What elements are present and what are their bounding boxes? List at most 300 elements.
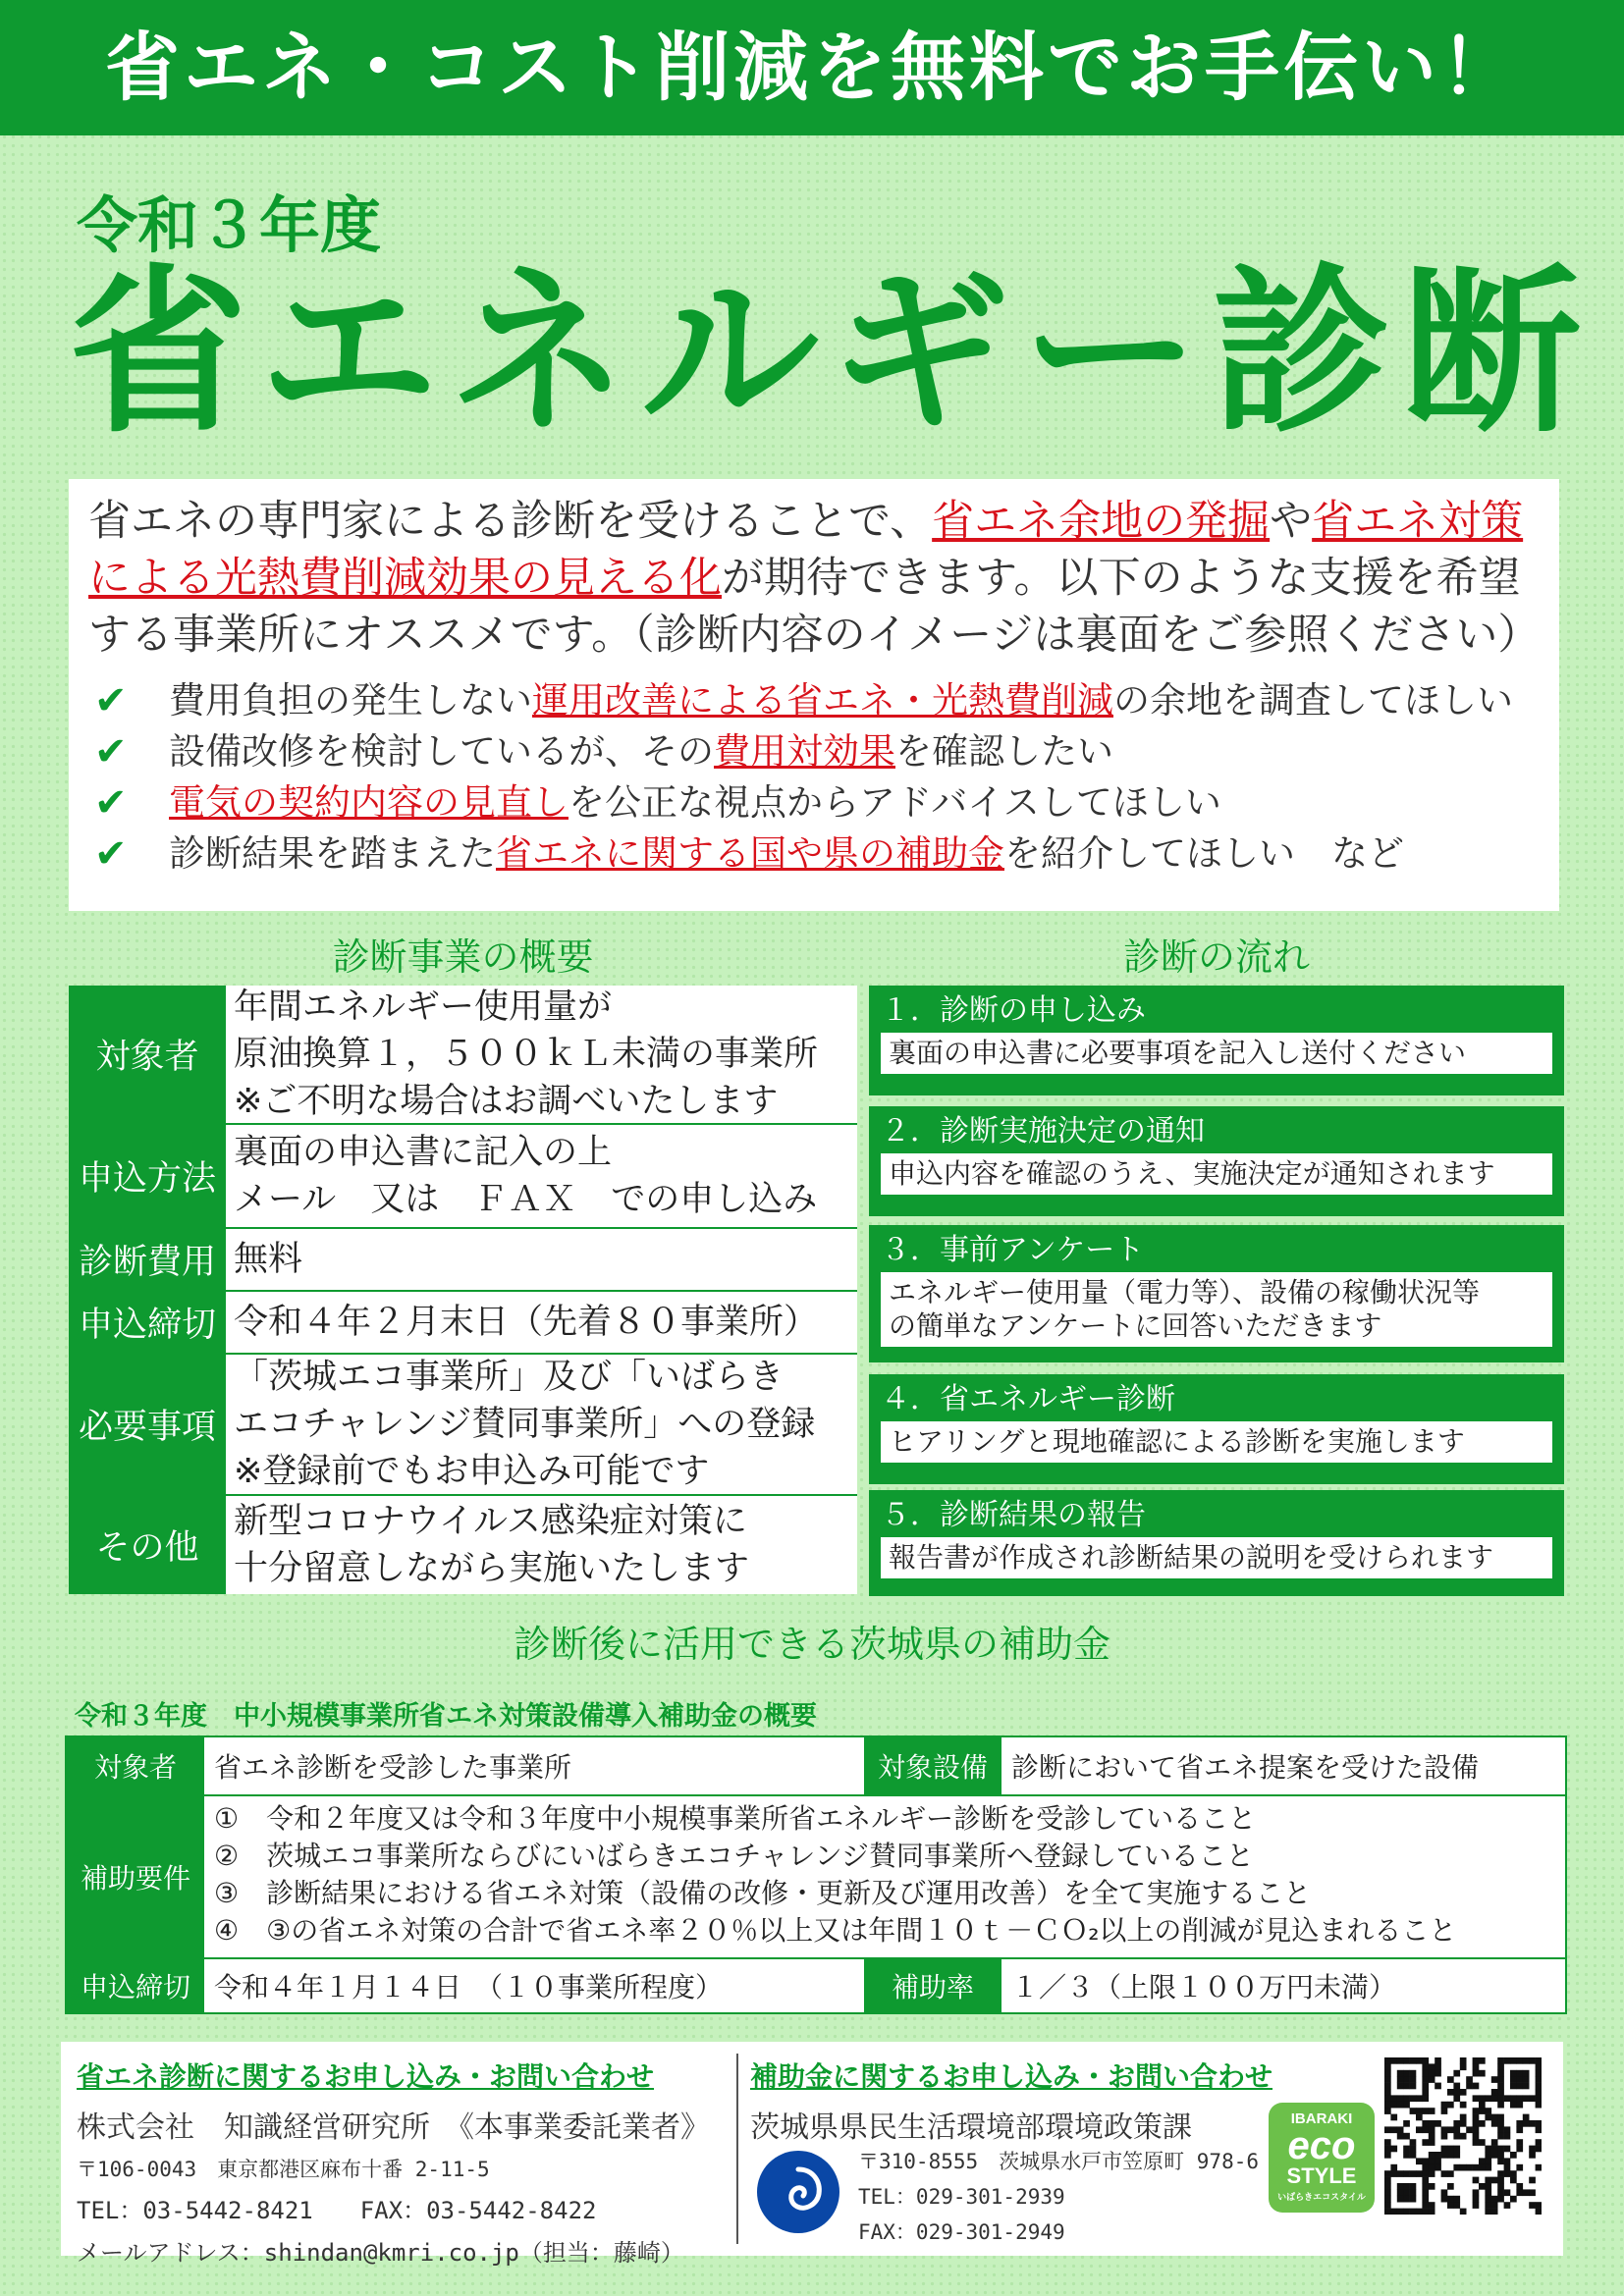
qr-module xyxy=(1403,2102,1410,2109)
qr-module xyxy=(1441,2189,1448,2196)
qr-module xyxy=(1384,2076,1391,2083)
qr-module xyxy=(1416,2209,1423,2215)
qr-module xyxy=(1485,2158,1491,2164)
qr-module xyxy=(1422,2164,1429,2171)
qr-module xyxy=(1453,2196,1460,2203)
qr-module xyxy=(1473,2070,1480,2077)
qr-module xyxy=(1397,2126,1404,2133)
qr-module xyxy=(1410,2196,1417,2203)
flow-step-desc xyxy=(881,1421,1552,1463)
value-line: 年間エネルギー使用量が xyxy=(234,988,613,1027)
qr-module xyxy=(1410,2189,1417,2196)
subsidy-value: 診断において省エネ提案を受けた設備 xyxy=(1011,1751,1480,1784)
qr-module xyxy=(1416,2158,1423,2164)
checklist xyxy=(88,675,1551,880)
qr-module xyxy=(1510,2057,1517,2064)
qr-module xyxy=(1397,2209,1404,2215)
qr-module xyxy=(1510,2177,1517,2184)
qr-module xyxy=(1516,2083,1523,2090)
qr-module xyxy=(1536,2209,1542,2215)
year-label: 令和３年度 xyxy=(77,189,382,261)
qr-module xyxy=(1536,2126,1542,2133)
check-highlight: 運用改善による省エネ・光熱費削減 xyxy=(532,679,1113,721)
qr-module xyxy=(1453,2152,1460,2159)
qr-module xyxy=(1497,2183,1504,2190)
value-line: ※登録前でもお申込み可能です xyxy=(234,1452,710,1491)
qr-module xyxy=(1447,2196,1454,2203)
qr-module xyxy=(1497,2126,1504,2133)
overview-value xyxy=(226,986,857,1123)
qr-module xyxy=(1529,2152,1536,2159)
qr-module xyxy=(1523,2070,1530,2077)
check-highlight: 省エネに関する国や県の補助金 xyxy=(496,832,1004,875)
qr-module xyxy=(1504,2095,1511,2102)
value-line: エコチャレンジ賛同事業所」への登録 xyxy=(234,1405,816,1444)
qr-module xyxy=(1504,2202,1511,2209)
qr-module xyxy=(1429,2063,1435,2070)
qr-module xyxy=(1422,2189,1429,2196)
check-text: 費用負担の発生しない xyxy=(169,679,532,721)
qr-module xyxy=(1422,2177,1429,2184)
qr-module xyxy=(1390,2095,1397,2102)
qr-module xyxy=(1479,2070,1486,2077)
qr-module xyxy=(1473,2063,1480,2070)
qr-module xyxy=(1429,2158,1435,2164)
qr-module xyxy=(1497,2102,1504,2109)
qr-module xyxy=(1491,2089,1498,2096)
qr-module xyxy=(1466,2164,1473,2171)
overview-row xyxy=(69,1496,857,1594)
qr-module xyxy=(1453,2089,1460,2096)
subsidy-requirements xyxy=(204,1796,1565,1957)
requirement-item: ③ 診断結果における省エネ対策（設備の改修・更新及び運用改善）を全て実施すること xyxy=(214,1877,1312,1909)
qr-module xyxy=(1422,2120,1429,2127)
contact-heading: 補助金に関するお申し込み・お問い合わせ xyxy=(750,2060,1273,2093)
qr-module xyxy=(1460,2120,1467,2127)
flow-step xyxy=(869,1225,1564,1362)
qr-module xyxy=(1516,2126,1523,2133)
value-line: 無料 xyxy=(234,1240,303,1279)
subsidy-label: 申込締切 xyxy=(67,1959,204,2012)
qr-module xyxy=(1422,2089,1429,2096)
contact-heading: 省エネ診断に関するお申し込み・お問い合わせ xyxy=(77,2060,655,2093)
qr-module xyxy=(1479,2164,1486,2171)
qr-module xyxy=(1491,2196,1498,2203)
flow-step-title: ４．省エネルギー診断 xyxy=(881,1382,1175,1416)
qr-module xyxy=(1497,2133,1504,2140)
flow-step-desc xyxy=(881,1537,1552,1578)
check-highlight: 費用対効果 xyxy=(714,730,895,773)
check-icon: ✔ xyxy=(94,780,128,826)
qr-module xyxy=(1422,2196,1429,2203)
check-text: を公正な視点からアドバイスしてほしい xyxy=(568,781,1221,824)
qr-module xyxy=(1397,2196,1404,2203)
flow-step-desc xyxy=(881,1033,1552,1074)
flow-step xyxy=(869,1106,1564,1216)
qr-module xyxy=(1435,2083,1441,2090)
qr-module xyxy=(1491,2114,1498,2121)
qr-module xyxy=(1466,2083,1473,2090)
top-banner xyxy=(0,0,1624,135)
qr-module xyxy=(1497,2114,1504,2121)
qr-module xyxy=(1435,2120,1441,2127)
qr-module xyxy=(1529,2057,1536,2064)
subsidy-label: 対象設備 xyxy=(864,1737,1001,1794)
qr-module xyxy=(1485,2164,1491,2171)
contact-email: メールアドレス：shindan@kmri.co.jp（担当：藤崎） xyxy=(77,2239,684,2267)
qr-module xyxy=(1497,2063,1504,2070)
qr-module xyxy=(1485,2202,1491,2209)
qr-module xyxy=(1516,2146,1523,2153)
qr-module xyxy=(1384,2139,1391,2146)
qr-module xyxy=(1410,2152,1417,2159)
qr-module xyxy=(1429,2126,1435,2133)
contact-left xyxy=(77,2056,784,2268)
qr-module xyxy=(1510,2076,1517,2083)
qr-module xyxy=(1497,2189,1504,2196)
qr-module xyxy=(1473,2139,1480,2146)
qr-module xyxy=(1429,2183,1435,2190)
check-icon: ✔ xyxy=(94,831,128,877)
qr-module xyxy=(1429,2209,1435,2215)
qr-module xyxy=(1441,2196,1448,2203)
qr-module xyxy=(1497,2057,1504,2064)
qr-module xyxy=(1384,2057,1391,2064)
qr-module xyxy=(1479,2139,1486,2146)
check-text: 設備改修を検討しているが、その xyxy=(169,730,714,773)
qr-module xyxy=(1453,2095,1460,2102)
qr-module xyxy=(1536,2063,1542,2070)
qr-module xyxy=(1497,2083,1504,2090)
main-title: 省エネルギー診断 xyxy=(69,248,1593,456)
qr-module xyxy=(1529,2177,1536,2184)
qr-module xyxy=(1435,2057,1441,2064)
logo-text: STYLE xyxy=(1286,2163,1357,2188)
qr-module xyxy=(1390,2114,1397,2121)
requirement-item: ④ ③の省エネ対策の合計で省エネ率２０％以上又は年間１０ｔ－ＣＯ₂以上の削減が見込まれること xyxy=(214,1914,1457,1947)
qr-module xyxy=(1497,2076,1504,2083)
value-line: メール 又は ＦＡＸ での申し込み xyxy=(234,1180,818,1219)
qr-module xyxy=(1491,2177,1498,2184)
overview-label: 診断費用 xyxy=(69,1229,226,1290)
qr-module xyxy=(1529,2120,1536,2127)
qr-module xyxy=(1516,2102,1523,2109)
check-text: を確認したい xyxy=(895,730,1113,773)
qr-module xyxy=(1473,2177,1480,2184)
qr-module xyxy=(1390,2126,1397,2133)
qr-module xyxy=(1529,2202,1536,2209)
qr-module xyxy=(1497,2170,1504,2177)
qr-module xyxy=(1403,2209,1410,2215)
qr-module xyxy=(1479,2102,1486,2109)
qr-module xyxy=(1422,2202,1429,2209)
qr-module xyxy=(1510,2196,1517,2203)
qr-module xyxy=(1473,2189,1480,2196)
qr-module xyxy=(1410,2170,1417,2177)
flow-step-title: １．診断の申し込み xyxy=(881,993,1146,1028)
qr-module xyxy=(1497,2158,1504,2164)
qr-module xyxy=(1384,2070,1391,2077)
qr-module xyxy=(1491,2202,1498,2209)
qr-module xyxy=(1384,2063,1391,2070)
qr-module xyxy=(1510,2070,1517,2077)
overview-table xyxy=(69,986,857,1594)
qr-module xyxy=(1410,2070,1417,2077)
subsidy-row xyxy=(67,1737,1565,1796)
subsidy-caption: 令和３年度 中小規模事業所省エネ対策設備導入補助金の概要 xyxy=(75,1701,817,1732)
qr-module xyxy=(1497,2095,1504,2102)
flow-step-title: ２．診断実施決定の通知 xyxy=(881,1114,1205,1148)
qr-module xyxy=(1441,2108,1448,2114)
qr-module xyxy=(1453,2120,1460,2127)
requirement-item: ① 令和２年度又は令和３年度中小規模事業所省エネルギー診断を受診していること xyxy=(214,1802,1257,1835)
qr-module xyxy=(1491,2139,1498,2146)
contact-phone: TEL：03-5442-8421 FAX：03-5442-8422 xyxy=(77,2197,597,2224)
qr-module xyxy=(1536,2057,1542,2064)
qr-module xyxy=(1536,2164,1542,2171)
qr-module xyxy=(1416,2114,1423,2121)
qr-module xyxy=(1536,2139,1542,2146)
qr-module xyxy=(1403,2070,1410,2077)
qr-module xyxy=(1384,2209,1391,2215)
qr-module xyxy=(1453,2083,1460,2090)
qr-module xyxy=(1529,2189,1536,2196)
qr-module xyxy=(1516,2139,1523,2146)
qr-module xyxy=(1453,2164,1460,2171)
check-icon: ✔ xyxy=(94,678,128,723)
check-item xyxy=(88,726,1551,777)
qr-module xyxy=(1523,2083,1530,2090)
intro-highlight: 省エネ対策による光熱費削減効果の見える化 xyxy=(88,497,1524,603)
qr-module xyxy=(1422,2057,1429,2064)
qr-module xyxy=(1429,2164,1435,2171)
qr-module xyxy=(1403,2057,1410,2064)
qr-module xyxy=(1473,2126,1480,2133)
qr-module xyxy=(1410,2209,1417,2215)
qr-module xyxy=(1447,2102,1454,2109)
qr-module xyxy=(1403,2196,1410,2203)
qr-module xyxy=(1403,2083,1410,2090)
flow-step-title: ５．診断結果の報告 xyxy=(881,1498,1146,1532)
qr-module xyxy=(1422,2076,1429,2083)
qr-module xyxy=(1416,2126,1423,2133)
qr-module xyxy=(1416,2170,1423,2177)
qr-module xyxy=(1516,2095,1523,2102)
qr-module xyxy=(1447,2089,1454,2096)
qr-module xyxy=(1504,2057,1511,2064)
contact-org: 茨城県県民生活環境部環境政策課 xyxy=(750,2110,1192,2145)
qr-module xyxy=(1384,2196,1391,2203)
qr-module xyxy=(1485,2108,1491,2114)
qr-module xyxy=(1466,2126,1473,2133)
subsidy-row xyxy=(67,1796,1565,1959)
qr-module xyxy=(1479,2158,1486,2164)
qr-module xyxy=(1479,2057,1486,2064)
qr-module xyxy=(1479,2108,1486,2114)
qr-module xyxy=(1466,2076,1473,2083)
qr-module xyxy=(1516,2183,1523,2190)
qr-module xyxy=(1403,2189,1410,2196)
qr-module xyxy=(1403,2152,1410,2159)
contact-divider xyxy=(736,2054,738,2244)
qr-module xyxy=(1422,2070,1429,2077)
qr-module xyxy=(1441,2133,1448,2140)
overview-row xyxy=(69,1355,857,1496)
desc-line: ヒアリングと現地確認による診断を実施します xyxy=(889,1425,1465,1458)
qr-module xyxy=(1473,2120,1480,2127)
qr-module xyxy=(1397,2076,1404,2083)
qr-module xyxy=(1384,2089,1391,2096)
eco-style-logo xyxy=(1269,2103,1375,2213)
value-line: 裏面の申込書に記入の上 xyxy=(234,1133,613,1172)
qr-module xyxy=(1536,2095,1542,2102)
qr-module xyxy=(1410,2095,1417,2102)
qr-module xyxy=(1429,2152,1435,2159)
qr-module xyxy=(1453,2146,1460,2153)
qr-module xyxy=(1410,2108,1417,2114)
qr-module xyxy=(1429,2202,1435,2209)
qr-module xyxy=(1429,2070,1435,2077)
qr-module xyxy=(1384,2152,1391,2159)
qr-module xyxy=(1497,2152,1504,2159)
check-item xyxy=(88,675,1551,726)
qr-module xyxy=(1479,2183,1486,2190)
qr-module xyxy=(1384,2102,1391,2109)
qr-module xyxy=(1529,2095,1536,2102)
qr-module xyxy=(1497,2070,1504,2077)
overview-row xyxy=(69,1229,857,1292)
qr-module xyxy=(1397,2095,1404,2102)
qr-module xyxy=(1397,2189,1404,2196)
flow-step xyxy=(869,986,1564,1095)
qr-module xyxy=(1447,2170,1454,2177)
contact-fax: FAX：029-301-2949 xyxy=(858,2220,1065,2244)
qr-module xyxy=(1473,2164,1480,2171)
qr-module xyxy=(1460,2133,1467,2140)
qr-module xyxy=(1523,2076,1530,2083)
qr-module xyxy=(1422,2183,1429,2190)
subsidy-label: 補助率 xyxy=(864,1959,1001,2012)
qr-module xyxy=(1403,2076,1410,2083)
check-text: 診断結果を踏まえた xyxy=(169,832,496,875)
qr-module xyxy=(1460,2089,1467,2096)
qr-module xyxy=(1429,2108,1435,2114)
qr-module xyxy=(1422,2063,1429,2070)
qr-module xyxy=(1523,2120,1530,2127)
qr-module xyxy=(1384,2095,1391,2102)
qr-module xyxy=(1485,2114,1491,2121)
qr-module xyxy=(1460,2164,1467,2171)
value-line: 原油換算１，５００ｋＬ未満の事業所 xyxy=(234,1035,819,1074)
qr-module xyxy=(1491,2095,1498,2102)
qr-module xyxy=(1384,2083,1391,2090)
contact-address: 〒310-8555 茨城県水戸市笠原町 978-6 xyxy=(858,2150,1260,2173)
qr-module xyxy=(1491,2146,1498,2153)
qr-module xyxy=(1397,2133,1404,2140)
qr-module xyxy=(1485,2146,1491,2153)
qr-module xyxy=(1460,2102,1467,2109)
qr-module xyxy=(1536,2089,1542,2096)
check-highlight: 電気の契約内容の見直し xyxy=(169,781,568,824)
qr-module xyxy=(1447,2126,1454,2133)
qr-module xyxy=(1510,2102,1517,2109)
qr-module xyxy=(1453,2070,1460,2077)
qr-module xyxy=(1390,2057,1397,2064)
qr-module xyxy=(1397,2057,1404,2064)
intro-box xyxy=(69,479,1559,911)
qr-module xyxy=(1403,2146,1410,2153)
qr-module xyxy=(1447,2202,1454,2209)
qr-module xyxy=(1516,2189,1523,2196)
qr-module xyxy=(1416,2095,1423,2102)
value-line: 新型コロナウイルス感染症対策に xyxy=(234,1502,747,1541)
qr-module xyxy=(1479,2095,1486,2102)
qr-module xyxy=(1485,2209,1491,2215)
qr-module xyxy=(1536,2146,1542,2153)
qr-module xyxy=(1441,2102,1448,2109)
intro-text xyxy=(88,493,1542,664)
qr-module xyxy=(1429,2139,1435,2146)
qr-module xyxy=(1447,2146,1454,2153)
qr-module xyxy=(1453,2202,1460,2209)
qr-module xyxy=(1422,2170,1429,2177)
intro-highlight: 省エネ余地の発掘 xyxy=(932,497,1271,546)
value-line: 十分留意しながら実施いたします xyxy=(234,1549,750,1588)
qr-module xyxy=(1416,2057,1423,2064)
contact-right-details xyxy=(858,2146,1259,2246)
value-line: 令和４年２月末日（先着８０事業所） xyxy=(234,1303,819,1342)
overview-title: 診断事業の概要 xyxy=(332,935,594,979)
overview-label: その他 xyxy=(69,1496,226,1594)
qr-module xyxy=(1410,2057,1417,2064)
qr-module xyxy=(1516,2057,1523,2064)
overview-value xyxy=(226,1496,857,1594)
qr-module xyxy=(1429,2170,1435,2177)
desc-line: 裏面の申込書に必要事項を記入し送付ください xyxy=(889,1037,1467,1069)
qr-module xyxy=(1384,2189,1391,2196)
check-text: を紹介してほしい など xyxy=(1004,832,1404,875)
qr-module xyxy=(1397,2170,1404,2177)
requirement-item: ② 茨城エコ事業所ならびにいばらきエコチャレンジ賛同事業所へ登録していること xyxy=(214,1840,1254,1872)
qr-code-icon[interactable] xyxy=(1384,2057,1542,2215)
qr-module xyxy=(1410,2139,1417,2146)
flow-title: 診断の流れ xyxy=(1122,935,1310,979)
flow-step xyxy=(869,1490,1564,1596)
prefecture-emblem-icon xyxy=(756,2150,840,2234)
qr-module xyxy=(1460,2063,1467,2070)
qr-module xyxy=(1384,2183,1391,2190)
contact-right xyxy=(750,2056,1300,2146)
qr-module xyxy=(1516,2164,1523,2171)
qr-module xyxy=(1485,2189,1491,2196)
qr-module xyxy=(1435,2070,1441,2077)
qr-module xyxy=(1473,2202,1480,2209)
qr-module xyxy=(1384,2146,1391,2153)
qr-module xyxy=(1384,2126,1391,2133)
qr-module xyxy=(1397,2183,1404,2190)
subsidy-heading: 診断後に活用できる茨城県の補助金 xyxy=(513,1623,1110,1666)
check-text: の余地を調査してほしい xyxy=(1113,679,1513,721)
intro-part: や xyxy=(1270,497,1313,546)
flow-step-desc xyxy=(881,1153,1552,1195)
qr-module xyxy=(1410,2083,1417,2090)
overview-label: 申込方法 xyxy=(69,1125,226,1227)
contact-phone: TEL：029-301-2939 xyxy=(858,2185,1065,2209)
qr-module xyxy=(1441,2152,1448,2159)
qr-module xyxy=(1504,2189,1511,2196)
qr-module xyxy=(1510,2170,1517,2177)
qr-module xyxy=(1422,2126,1429,2133)
